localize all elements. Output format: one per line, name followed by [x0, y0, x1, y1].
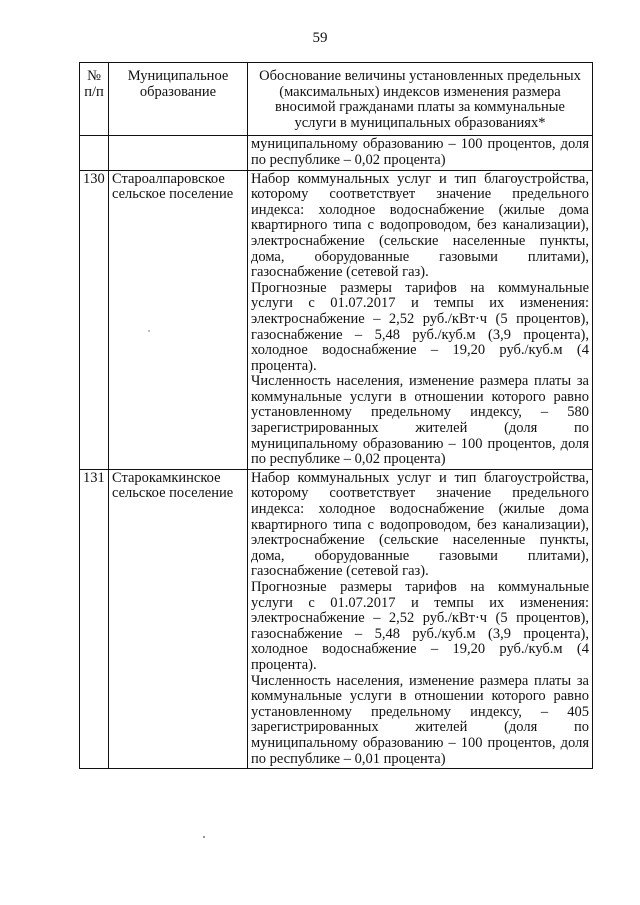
row-number: 131: [80, 469, 109, 768]
services-paragraph: Набор коммунальных услуг и тип благоустройства, которому соответствует значение предельного индекса: холодное водоснабжение (жилые дома квартирного типа с водопроводом, без канализации), электроснабжение (сельские населенные пункты, дома, оборудованные газовыми плитами), газоснабжение (сетевой газ).: [251, 170, 589, 281]
scan-speck: [148, 330, 150, 332]
header-municipality: Муниципальное образование: [109, 63, 248, 136]
justification-text: [248, 469, 593, 768]
population-paragraph: Численность населения, изменение размера платы за коммунальные услуги в отношении которого равно установленному предельному индексу, – 405 зарегистрированных жителей (доля по муниципальному образованию – 100 процентов, доля по республике – 0,01 процента): [251, 672, 589, 767]
header-justification: Обоснование величины установленных предельных (максимальных) индексов изменения размера вносимой гражданами платы за коммунальные услуги в муниципальных образованиях*: [248, 63, 593, 136]
table-row: [80, 469, 593, 768]
tariff-justification-table: [79, 62, 593, 769]
municipality-name: Старокамкинское сельское поселение: [109, 469, 248, 768]
row-number: 130: [80, 170, 109, 469]
continuation-number-cell: [80, 136, 109, 170]
table-header-row: [80, 63, 593, 136]
tariffs-paragraph: Прогнозные размеры тарифов на коммунальные услуги с 01.07.2017 и темпы их изменения: электроснабжение – 2,52 руб./кВт·ч (5 процентов), газоснабжение – 5,48 руб./куб.м (3,9 процента), холодное водоснабжение – 19,20 руб./куб.м (4 процента).: [251, 579, 589, 673]
population-paragraph: Численность населения, изменение размера платы за коммунальные услуги в отношении которого равно установленному предельному индексу, – 580 зарегистрированных жителей (доля по муниципальному образованию – 100 процентов, доля по республике – 0,02 процента): [251, 373, 589, 468]
scan-speck: [203, 836, 205, 838]
table-row: [80, 170, 593, 469]
justification-text: [248, 170, 593, 469]
tariffs-paragraph: Прогнозные размеры тарифов на коммунальные услуги с 01.07.2017 и темпы их изменения: электроснабжение – 2,52 руб./кВт·ч (5 процентов), газоснабжение – 5,48 руб./куб.м (3,9 процента), холодное водоснабжение – 19,20 руб./куб.м (4 процента).: [251, 279, 589, 374]
continuation-text-cell: муниципальному образованию – 100 процентов, доля по республике – 0,02 процента): [248, 136, 593, 170]
page-number: 59: [312, 30, 328, 46]
header-number: № п/п: [80, 63, 109, 136]
municipality-name: Староалпаровское сельское поселение: [109, 170, 248, 469]
continuation-row: [80, 136, 593, 170]
services-paragraph: Набор коммунальных услуг и тип благоустройства, которому соответствует значение предельного индекса: холодное водоснабжение (жилые дома квартирного типа с водопроводом, без канализации), электроснабжение (сельские населенные пункты, дома, оборудованные газовыми плитами), газоснабжение (сетевой газ).: [251, 469, 589, 580]
continuation-municipality-cell: [109, 136, 248, 170]
